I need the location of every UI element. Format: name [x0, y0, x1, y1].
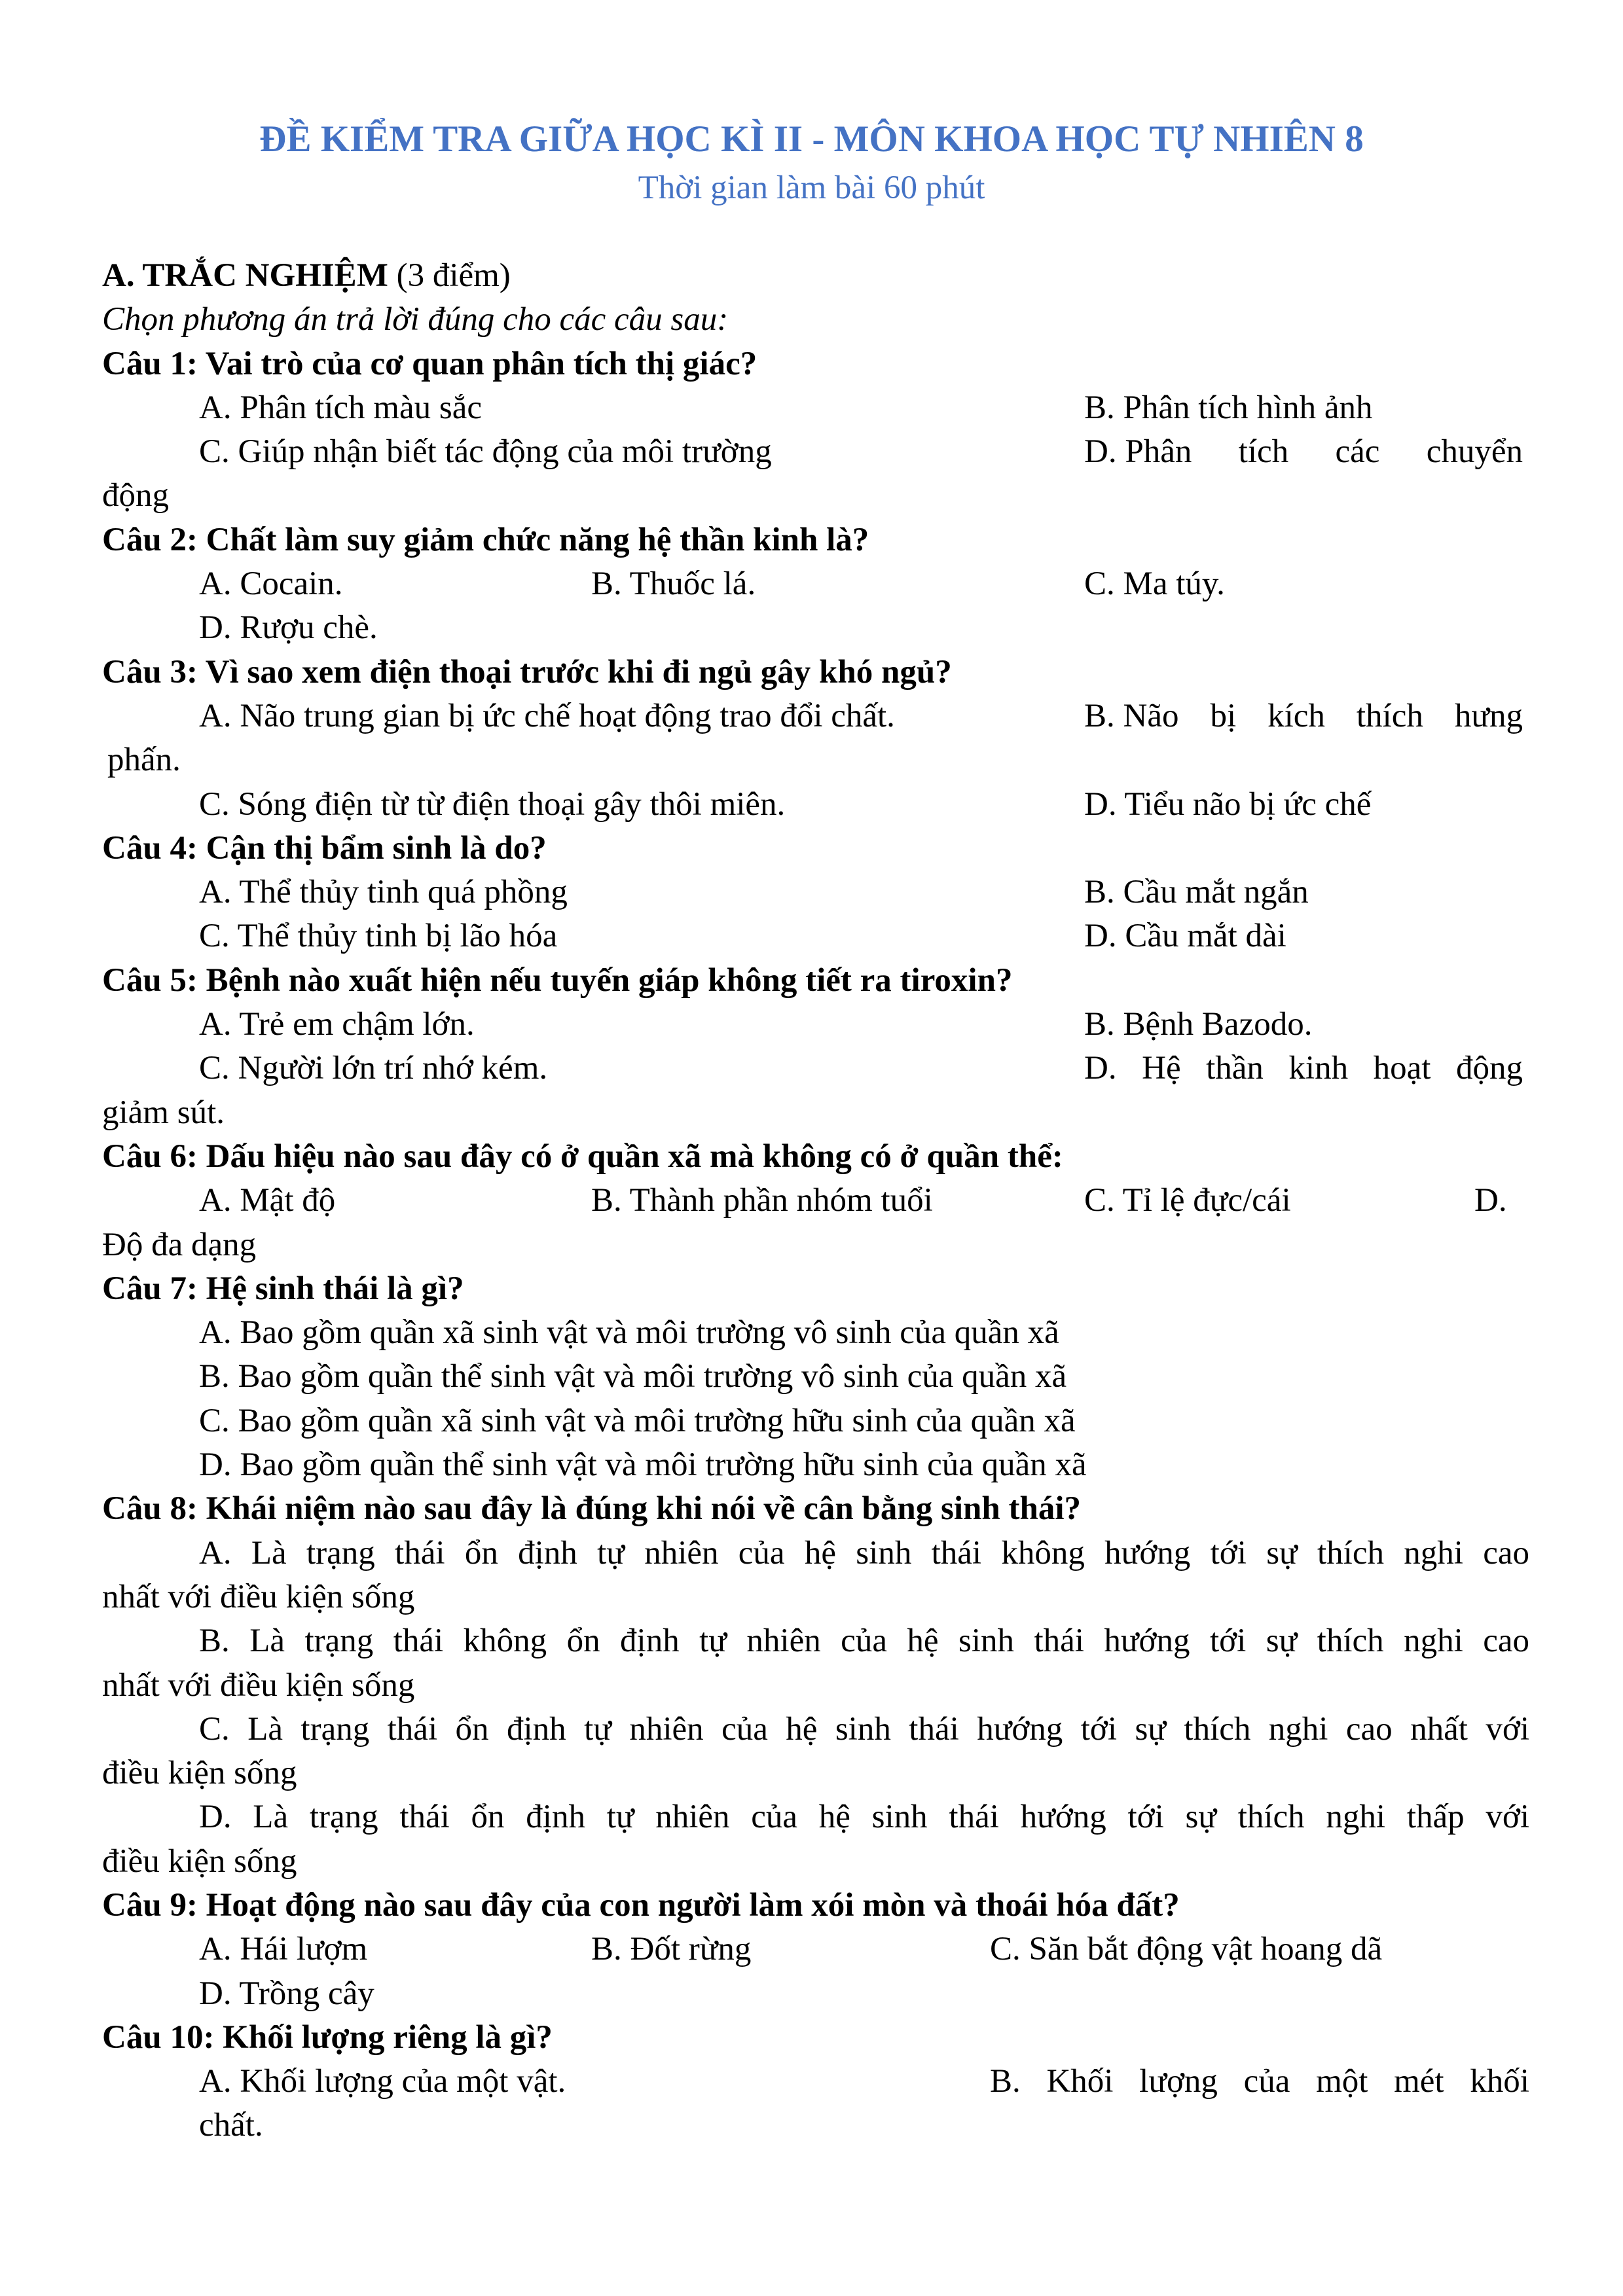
- question-9: Câu 9: Hoạt động nào sau đây của con người làm xói mòn và thoái hóa đất?: [102, 1886, 1180, 1924]
- word: các: [1335, 433, 1380, 471]
- word: B.: [990, 2063, 1021, 2100]
- question-7-option-a: A. Bao gồm quần xã sinh vật và môi trường vô sinh của quần xã: [199, 1314, 1059, 1352]
- question-10-option-a: A. Khối lượng của một vật.: [199, 2063, 566, 2100]
- exam-duration: Thời gian làm bài 60 phút: [638, 170, 985, 206]
- question-8-option-b-continued: nhất với điều kiện sống: [102, 1666, 415, 1704]
- word: kích: [1267, 697, 1325, 734]
- question-1-option-d: [1084, 430, 1523, 474]
- question-5-option-d: [1084, 1047, 1523, 1090]
- question-2-option-a: A. Cocain.: [199, 565, 343, 603]
- question-2-options-row-1: [102, 562, 1529, 606]
- question-3-options-row-1: [102, 694, 1529, 738]
- question-4-option-c: C. Thể thủy tinh bị lão hóa: [199, 918, 558, 955]
- question-4-option-a: A. Thể thủy tinh quá phồng: [199, 874, 568, 911]
- word: của: [1243, 2063, 1290, 2100]
- question-4-option-d: D. Cầu mắt dài: [1084, 918, 1286, 955]
- question-5-option-d-continued: giảm sút.: [102, 1094, 225, 1131]
- question-8-option-c: C. Là trạng thái ổn định tự nhiên của hệ sinh thái hướng tới sự thích nghi cao nhất với: [199, 1710, 1529, 1748]
- question-1-options-row-1: [102, 386, 1529, 430]
- word: Hệ: [1142, 1050, 1181, 1087]
- word: thích: [1356, 697, 1423, 734]
- question-6-option-d-continued: Độ đa dạng: [102, 1226, 257, 1263]
- question-5-option-a: A. Trẻ em chậm lớn.: [199, 1006, 475, 1043]
- question-9-option-b: B. Đốt rừng: [591, 1931, 752, 1968]
- question-9-options-row-1: [102, 1928, 1529, 1971]
- question-3-options-row-2: [102, 783, 1529, 827]
- question-6-option-b: B. Thành phần nhóm tuổi: [591, 1182, 933, 1219]
- word: lượng: [1139, 2063, 1218, 2100]
- question-5: Câu 5: Bệnh nào xuất hiện nếu tuyến giáp không tiết ra tiroxin?: [102, 961, 1013, 999]
- section-heading: [102, 254, 1529, 298]
- word: bị: [1210, 697, 1237, 734]
- question-8-option-c-continued: điều kiện sống: [102, 1755, 297, 1792]
- question-4-option-b: B. Cầu mắt ngắn: [1084, 874, 1309, 911]
- question-3-option-b: [1084, 694, 1523, 738]
- word: tích: [1238, 433, 1289, 471]
- word: động: [1455, 1050, 1523, 1087]
- question-6: Câu 6: Dấu hiệu nào sau đây có ở quần xã mà không có ở quần thể:: [102, 1138, 1063, 1175]
- question-5-options-row-2: [102, 1047, 1529, 1090]
- question-8-option-b: B. Là trạng thái không ổn định tự nhiên của hệ sinh thái hướng tới sự thích nghi cao: [199, 1623, 1529, 1660]
- word: hưng: [1454, 697, 1523, 734]
- question-8-option-d-continued: điều kiện sống: [102, 1842, 297, 1880]
- question-10-option-b-continued-text: chất.: [199, 2107, 263, 2144]
- question-7: Câu 7: Hệ sinh thái là gì?: [102, 1270, 464, 1307]
- question-6-option-d: D.: [1474, 1182, 1507, 1219]
- question-3: Câu 3: Vì sao xem điện thoại trước khi đi ngủ gây khó ngủ?: [102, 653, 952, 691]
- exam-title: ĐỀ KIỂM TRA GIỮA HỌC KÌ II - MÔN KHOA HỌC TỰ NHIÊN 8: [259, 118, 1364, 160]
- word: B. Não: [1084, 697, 1179, 734]
- question-6-option-a: A. Mật độ: [199, 1182, 336, 1219]
- question-10-option-b: [990, 2060, 1529, 2104]
- question-1-option-d-continued: động: [102, 477, 169, 514]
- question-10-option-b-continued: [102, 2104, 1529, 2147]
- word: thần: [1206, 1050, 1264, 1087]
- section-points: (3 điểm): [388, 257, 511, 294]
- question-3-option-d: D. Tiểu não bị ức chế: [1084, 785, 1372, 823]
- question-6-options-row-1: [102, 1179, 1529, 1223]
- question-9-option-d: D. Trồng cây: [199, 1975, 374, 2012]
- question-8: Câu 8: Khái niệm nào sau đây là đúng khi nói về cân bằng sinh thái?: [102, 1490, 1082, 1528]
- word: chuyển: [1426, 433, 1523, 471]
- question-3-option-c: C. Sóng điện từ từ điện thoại gây thôi miên.: [199, 785, 786, 823]
- question-5-option-b: B. Bệnh Bazodo.: [1084, 1006, 1313, 1043]
- question-8-option-d: D. Là trạng thái ổn định tự nhiên của hệ sinh thái hướng tới sự thích nghi thấp với: [199, 1799, 1529, 1836]
- word: D.: [1084, 1050, 1117, 1087]
- question-4-options-row-2: [102, 914, 1529, 958]
- section-title: A. TRẮC NGHIỆM: [102, 257, 388, 294]
- question-2: Câu 2: Chất làm suy giảm chức năng hệ thần kinh là?: [102, 521, 869, 558]
- question-9-options-row-2: [102, 1972, 1529, 2016]
- question-6-option-c: C. Tỉ lệ đực/cái: [1084, 1182, 1291, 1219]
- question-1-option-a: A. Phân tích màu sắc: [199, 389, 482, 426]
- question-9-option-a: A. Hái lượm: [199, 1931, 368, 1968]
- question-2-option-c: C. Ma túy.: [1084, 565, 1225, 603]
- question-5-options-row-1: [102, 1003, 1529, 1047]
- word: hoạt: [1373, 1050, 1431, 1087]
- question-9-option-c: C. Săn bắt động vật hoang dã: [990, 1931, 1383, 1968]
- question-2-option-d: D. Rượu chè.: [199, 609, 378, 647]
- section-instruction: Chọn phương án trả lời đúng cho các câu sau:: [102, 301, 729, 338]
- question-8-option-a-continued: nhất với điều kiện sống: [102, 1578, 415, 1615]
- exam-content: [102, 254, 1529, 2148]
- question-8-option-a: A. Là trạng thái ổn định tự nhiên của hệ sinh thái không hướng tới sự thích nghi cao: [199, 1534, 1529, 1571]
- word: kinh: [1288, 1050, 1349, 1087]
- question-1-options-row-2: [102, 430, 1529, 474]
- question-7-option-b: B. Bao gồm quần thể sinh vật và môi trường vô sinh của quần xã: [199, 1358, 1067, 1395]
- question-10-options-row-1: [102, 2060, 1529, 2104]
- question-7-option-c: C. Bao gồm quần xã sinh vật và môi trường hữu sinh của quần xã: [199, 1402, 1076, 1439]
- word: D. Phân: [1084, 433, 1192, 471]
- word: mét: [1394, 2063, 1444, 2100]
- question-1-option-b: B. Phân tích hình ảnh: [1084, 389, 1373, 426]
- word: một: [1316, 2063, 1368, 2100]
- question-5-option-c: C. Người lớn trí nhớ kém.: [199, 1050, 548, 1087]
- question-3-option-a: A. Não trung gian bị ức chế hoạt động trao đổi chất.: [199, 697, 895, 734]
- question-3-option-b-continued: phấn.: [107, 742, 181, 779]
- question-4-options-row-1: [102, 870, 1529, 914]
- question-1-option-c: C. Giúp nhận biết tác động của môi trường: [199, 433, 772, 471]
- question-7-option-d: D. Bao gồm quần thể sinh vật và môi trường hữu sinh của quần xã: [199, 1446, 1087, 1484]
- word: khối: [1470, 2063, 1529, 2100]
- question-4: Câu 4: Cận thị bẩm sinh là do?: [102, 829, 547, 867]
- question-2-options-row-2: [102, 606, 1529, 650]
- word: Khối: [1046, 2063, 1114, 2100]
- question-10: Câu 10: Khối lượng riêng là gì?: [102, 2018, 553, 2056]
- question-1: Câu 1: Vai trò của cơ quan phân tích thị giác?: [102, 345, 757, 382]
- question-2-option-b: B. Thuốc lá.: [591, 565, 756, 603]
